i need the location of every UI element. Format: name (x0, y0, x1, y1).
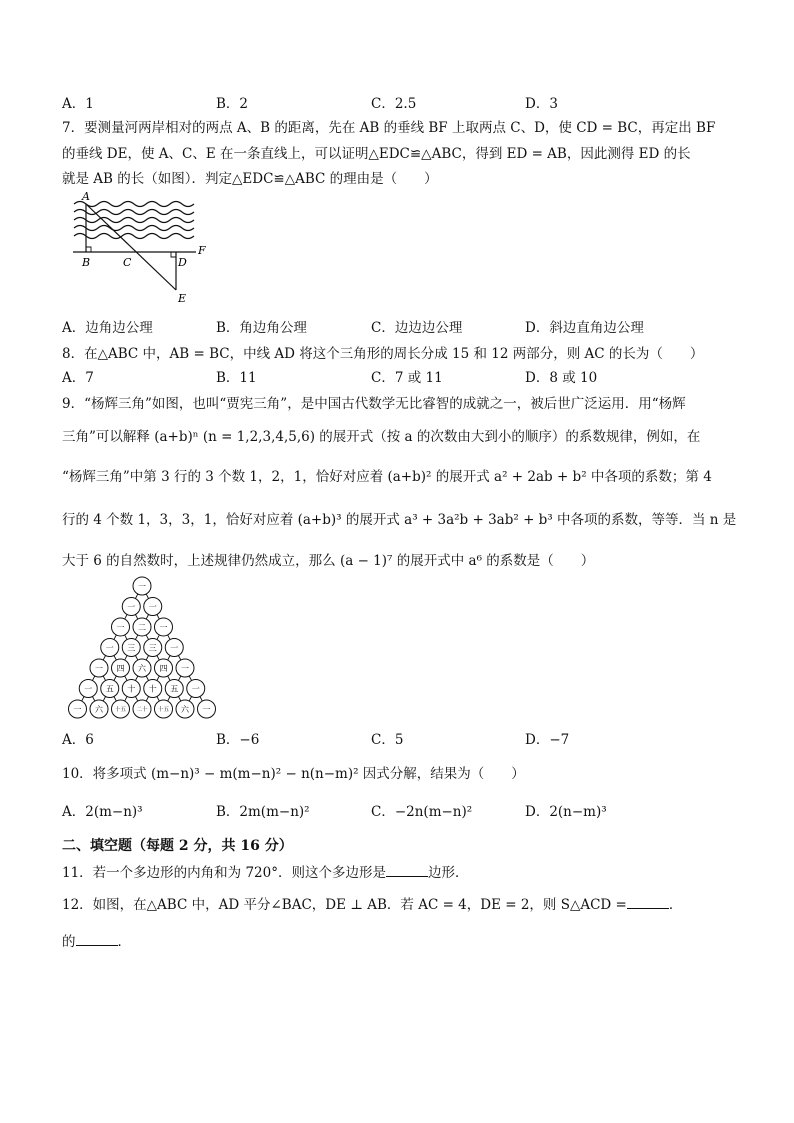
triangle-node (112, 618, 130, 636)
q9-line-2: 三角”可以解释 (a+b)ⁿ (n = 1,2,3,4,5,6) 的展开式（按 a 的次数由大到小的顺序）的系数规律，例如，在 (62, 429, 701, 445)
triangle-node-label: 一 (170, 643, 179, 653)
q8-line-1: 8．在△ABC 中，AB = BC，中线 AD 将这个三角形的周长分成 15 和 12 两部分，则 AC 的长为（ ） (62, 346, 704, 362)
q8-option-d[interactable]: D．8 或 10 (525, 370, 598, 386)
q7-option-a[interactable]: A．边角边公理 (62, 320, 153, 336)
label-b: B (82, 256, 91, 269)
label-f: F (198, 244, 206, 257)
q8-option-c[interactable]: C．7 或 11 (371, 370, 443, 386)
q11-suffix: 边形． (428, 865, 469, 881)
triangle-node-label: 四 (159, 663, 168, 673)
triangle-node-label: 一 (138, 581, 146, 591)
q12-prefix: 12．如图，在△ABC 中，AD 平分∠BAC，DE ⊥ AB．若 AC = 4，DE = 2，则 S△ACD = (62, 897, 627, 913)
q7-line-3: 就是 AB 的长（如图）．判定△EDC≌△ABC 的理由是（ ） (62, 171, 438, 187)
q10-option-d[interactable]: D．2(n−m)³ (525, 804, 607, 820)
triangle-node (144, 680, 162, 698)
q7-line-1: 7．要测量河两岸相对的两点 A、B 的距离，先在 AB 的垂线 BF 上取两点 C、D，使 CD = BC，再定出 BF (62, 120, 716, 136)
triangle-node-label: 一 (148, 602, 157, 612)
triangle-node (165, 680, 183, 698)
q10-option-c[interactable]: C．−2n(m−n)² (371, 804, 473, 820)
q6-option-d[interactable]: D．3 (525, 96, 558, 112)
label-a: A (82, 190, 90, 203)
triangle-node (101, 680, 119, 698)
triangle-node (144, 598, 162, 616)
q7-options (62, 316, 762, 336)
fragment-suffix: ． (117, 934, 131, 950)
triangle-node-label: 一 (191, 684, 200, 694)
triangle-node-label: 十五 (157, 706, 170, 713)
label-c: C (123, 256, 132, 269)
q7-line-2: 的垂线 DE，使 A、C、E 在一条直线上，可以证明△EDC≌△ABC，得到 ED = AB，因此测得 ED 的长 (62, 146, 691, 162)
q9-line-3: “杨辉三角”中第 3 行的 3 个数 1，2，1，恰好对应着 (a+b)² 的展开式 a² + 2ab + b² 中各项的系数；第 4 (62, 469, 712, 485)
q6-option-b[interactable]: B．2 (216, 96, 249, 112)
q9-option-d[interactable]: D．−7 (525, 732, 570, 748)
q12-answer-blank[interactable] (627, 896, 669, 909)
triangle-node-label: 四 (116, 663, 125, 673)
triangle-node (155, 618, 173, 636)
fragment-prefix: 的 (62, 934, 76, 950)
q12-suffix: ． (668, 897, 683, 913)
triangle-node-label: 一 (127, 602, 136, 612)
label-e: E (178, 292, 187, 305)
triangle-node (69, 700, 87, 718)
q10-options (62, 800, 762, 820)
river-figure (68, 190, 208, 308)
triangle-node (90, 659, 108, 677)
q8-option-b[interactable]: B．11 (216, 370, 257, 386)
triangle-node-label: 三 (148, 643, 157, 653)
triangle-node (90, 700, 108, 718)
q6-option-a[interactable]: A．1 (62, 96, 94, 112)
q10-line-1: 10．将多项式 (m−n)³ − m(m−n)² − n(n−m)² 因式分解，结果为（ ） (62, 766, 525, 782)
triangle-node (133, 700, 151, 718)
q7-option-b[interactable]: B．角边角公理 (216, 320, 307, 336)
triangle-node-label: 一 (116, 622, 125, 632)
q8-options (62, 366, 762, 386)
q10-option-a[interactable]: A．2(m−n)³ (62, 804, 143, 820)
q11-prefix: 11．若一个多边形的内角和为 720°．则这个多边形是 (62, 865, 386, 881)
q9-option-c[interactable]: C．5 (371, 732, 404, 748)
triangle-node-label: 一 (159, 622, 168, 632)
q11-answer-blank[interactable] (386, 864, 428, 877)
q11-line (62, 861, 752, 881)
triangle-node-label: 一 (181, 663, 189, 673)
triangle-node (144, 639, 162, 657)
triangle-node-label: 五 (105, 684, 114, 694)
label-d: D (178, 256, 187, 269)
q6-option-c[interactable]: C．2.5 (371, 96, 417, 112)
triangle-node-label: 六 (95, 704, 103, 714)
triangle-node-label: 二 (138, 622, 146, 632)
triangle-node-label: 一 (105, 643, 114, 653)
yanghui-triangle-figure (62, 574, 222, 724)
fragment-line (62, 930, 752, 950)
triangle-node (187, 680, 205, 698)
triangle-node (122, 680, 140, 698)
triangle-node (133, 618, 151, 636)
triangle-node-label: 十 (127, 684, 136, 694)
fragment-answer-blank[interactable] (76, 933, 118, 946)
triangle-node-label: 五 (170, 684, 179, 694)
triangle-node-label: 一 (73, 704, 82, 714)
q9-options (62, 728, 762, 748)
triangle-node (112, 659, 130, 677)
q12-line (62, 893, 752, 913)
triangle-node-label: 一 (95, 663, 103, 673)
triangle-node-label: 六 (181, 704, 189, 714)
q8-option-a[interactable]: A．7 (62, 370, 94, 386)
triangle-node-label: 十 (148, 684, 157, 694)
q9-line-4: 行的 4 个数 1，3，3，1，恰好对应着 (a+b)³ 的展开式 a³ + 3a²b + 3ab² + b³ 中各项的系数，等等．当 n 是 (62, 512, 737, 528)
q10-option-b[interactable]: B．2m(m−n)² (216, 804, 310, 820)
section-2-heading: 二、填空题（每题 2 分，共 16 分） (62, 838, 293, 854)
triangle-node (101, 639, 119, 657)
triangle-node (112, 700, 130, 718)
triangle-node-label: 一 (84, 684, 93, 694)
triangle-node-label: 十五 (114, 706, 127, 713)
triangle-node (155, 659, 173, 677)
triangle-node (176, 700, 194, 718)
q9-line-5: 大于 6 的自然数时，上述规律仍然成立，那么 (a − 1)⁷ 的展开式中 a⁶ 的系数是（ ） (62, 553, 595, 569)
q6-options (62, 92, 762, 112)
q9-option-a[interactable]: A．6 (62, 732, 94, 748)
triangle-node (176, 659, 194, 677)
triangle-node (122, 598, 140, 616)
triangle-node (133, 577, 151, 595)
triangle-node (133, 659, 151, 677)
triangle-node (155, 700, 173, 718)
triangle-node-label: 二十 (136, 706, 148, 713)
triangle-node (165, 639, 183, 657)
q7-option-d[interactable]: D．斜边直角边公理 (525, 320, 644, 336)
triangle-node (79, 680, 97, 698)
triangle-node-label: 三 (127, 643, 136, 653)
q9-option-b[interactable]: B．−6 (216, 732, 260, 748)
triangle-node-label: 一 (202, 704, 211, 714)
triangle-node (198, 700, 216, 718)
triangle-node-label: 六 (138, 663, 146, 673)
q7-option-c[interactable]: C．边边边公理 (371, 320, 463, 336)
triangle-node (122, 639, 140, 657)
q9-line-1: 9．“杨辉三角”如图，也叫“贾宪三角”，是中国古代数学无比睿智的成就之一，被后世广泛运用．用“杨辉 (62, 396, 686, 412)
